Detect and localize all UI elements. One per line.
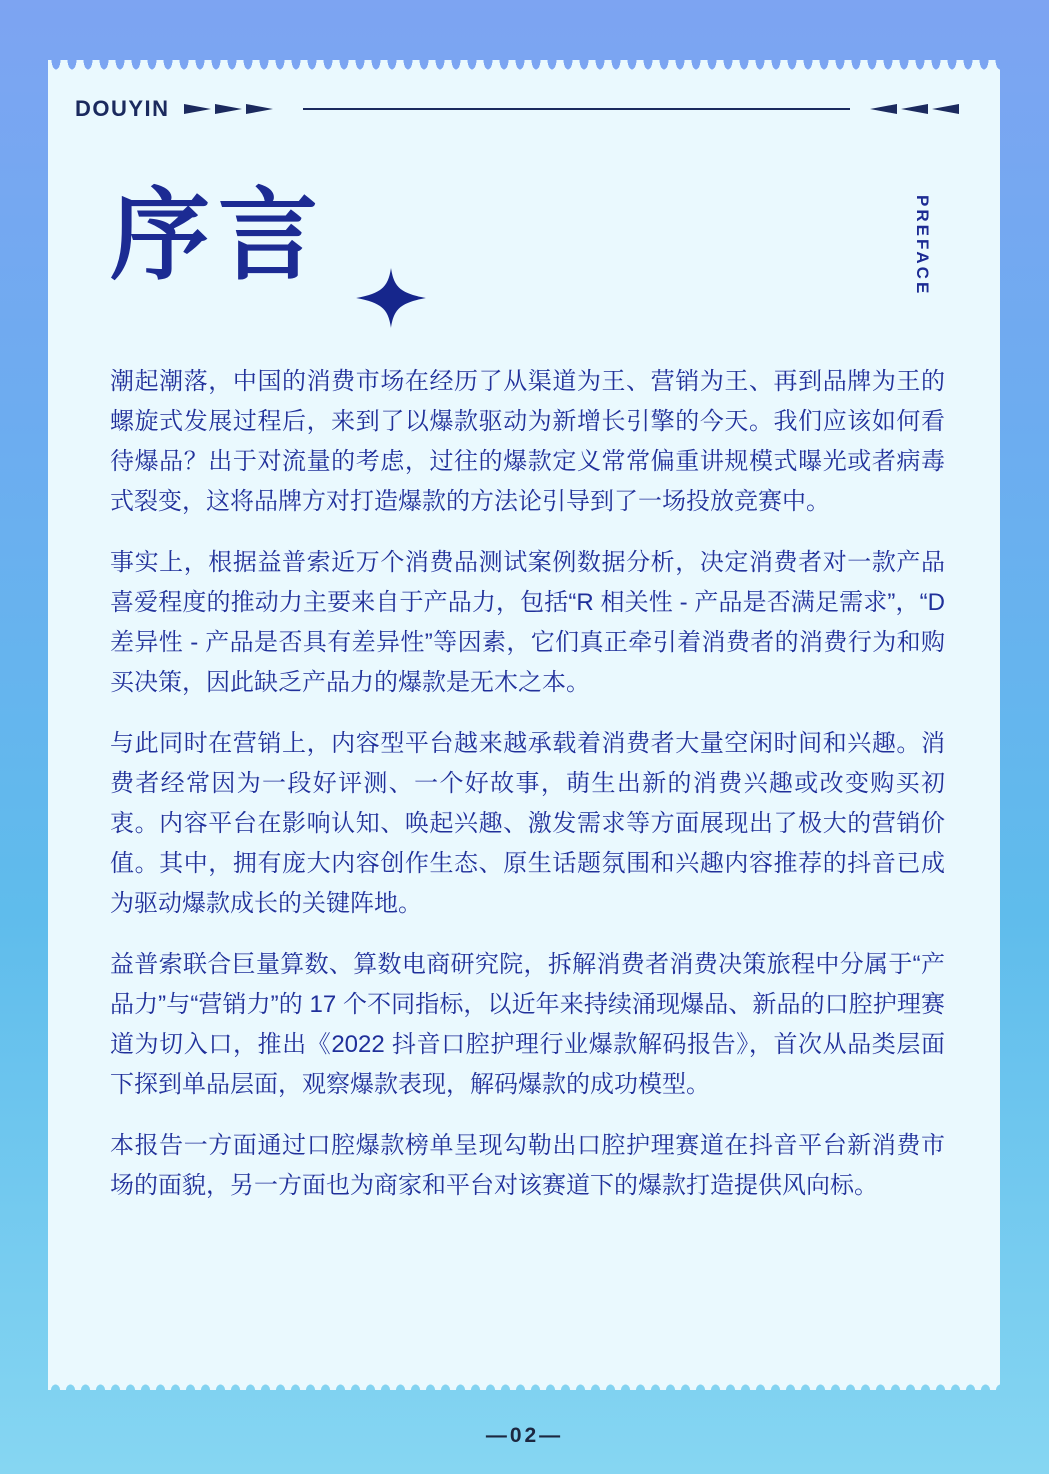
four-point-sparkle-icon — [356, 268, 426, 328]
triple-left-arrow-icon — [866, 104, 959, 114]
header-divider-line — [303, 108, 850, 110]
stamp-perforation-top — [48, 60, 1000, 72]
stamp-card — [48, 60, 1000, 1390]
paragraph: 本报告一方面通过口腔爆款榜单呈现勾勒出口腔护理赛道在抖音平台新消费市场的面貌，另一方面也为商家和平台对该赛道下的爆款打造提供风向标。 — [110, 1132, 945, 1199]
page-title: 序言 — [110, 180, 326, 292]
brand-logo: DOUYIN — [75, 96, 170, 121]
paragraph: 事实上，根据益普索近万个消费品测试案例数据分析，决定消费者对一款产品喜爱程度的推动力主要来自于产品力，包括“R 相关性 - 产品是否满足需求”，“D 差异性 - 产品是否具有差异性”等因素，它们真正牵引着消费者的消费行为和购买决策，因此缺乏产品力的爆款是无木之本。 — [110, 549, 945, 696]
paragraph: 益普索联合巨量算数、算数电商研究院，拆解消费者消费决策旅程中分属于“产品力”与“营销力”的 17 个不同指标，以近年来持续涌现爆品、新品的口腔护理赛道为切入口，推出《2022 抖音口腔护理行业爆款解码报告》，首次从品类层面下探到单品层面，观察爆款表现，解码爆款的成功模型。 — [110, 951, 945, 1098]
header — [75, 96, 959, 122]
paragraph: 与此同时在营销上，内容型平台越来越承载着消费者大量空闲时间和兴趣。消费者经常因为一段好评测、一个好故事，萌生出新的消费兴趣或改变购买初衷。内容平台在影响认知、唤起兴趣、激发需求等方面展现出了极大的营销价值。其中，拥有庞大内容创作生态、原生话题氛围和兴趣内容推荐的抖音已成为驱动爆款成长的关键阵地。 — [110, 730, 945, 917]
preface-vertical-label: PREFACE — [913, 195, 932, 297]
title-row — [110, 180, 426, 328]
page-number: —02— — [485, 1424, 564, 1447]
body-text — [110, 362, 945, 1227]
paragraph: 潮起潮落，中国的消费市场在经历了从渠道为王、营销为王、再到品牌为王的螺旋式发展过程后，来到了以爆款驱动为新增长引擎的今天。我们应该如何看待爆品？出于对流量的考虑，过往的爆款定义常常偏重讲规模式曝光或者病毒式裂变，这将品牌方对打造爆款的方法论引导到了一场投放竞赛中。 — [110, 368, 945, 515]
stamp-perforation-bottom — [48, 1382, 1000, 1390]
triple-right-arrow-icon — [184, 104, 277, 114]
